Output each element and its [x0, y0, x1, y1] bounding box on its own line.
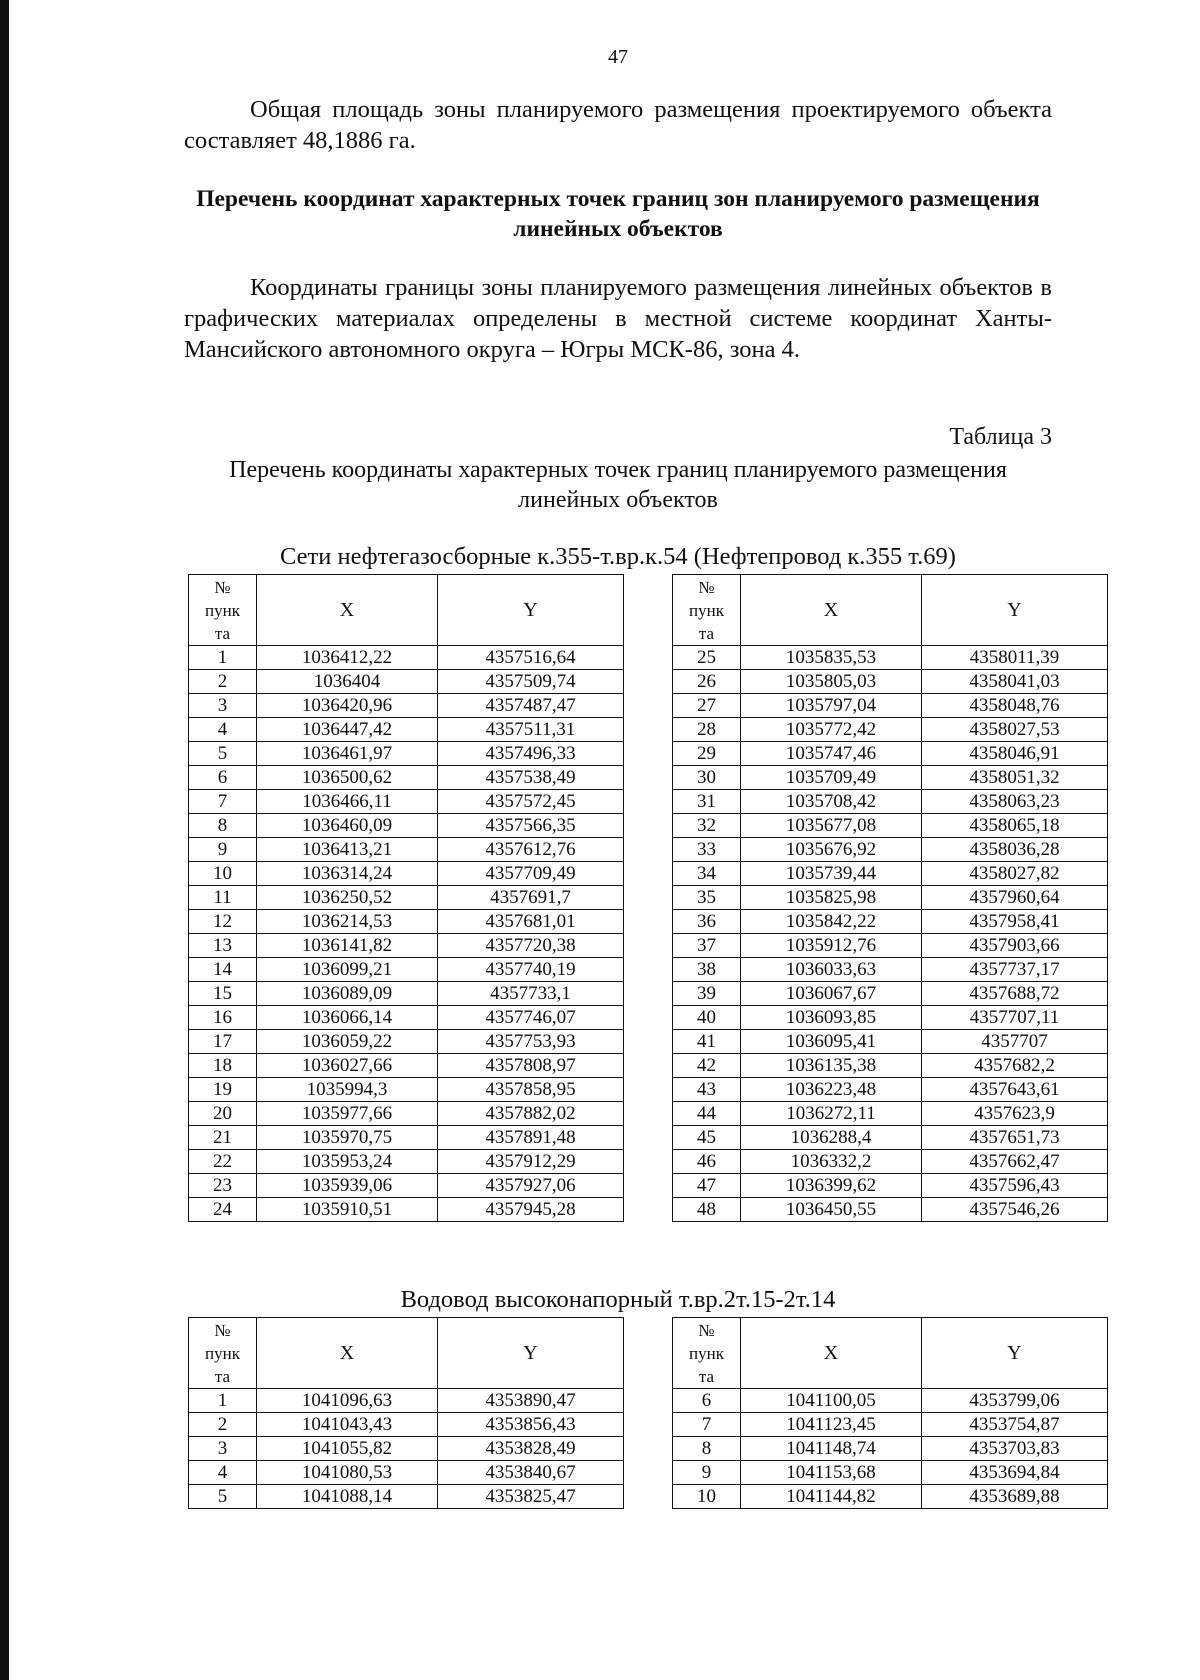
table-row — [673, 862, 1108, 886]
cell-point-number: 32 — [673, 814, 741, 838]
paragraph-area — [184, 94, 1052, 156]
cell-y: 4357720,38 — [438, 934, 624, 958]
table-row — [673, 982, 1108, 1006]
cell-x: 1035805,03 — [741, 670, 922, 694]
cell-y: 4353799,06 — [922, 1389, 1108, 1413]
cell-point-number: 1 — [189, 646, 257, 670]
cell-point-number: 45 — [673, 1126, 741, 1150]
cell-point-number: 18 — [189, 1054, 257, 1078]
table-row — [673, 910, 1108, 934]
table-row — [189, 742, 624, 766]
table-row — [189, 646, 624, 670]
paragraph-coordinate-system-text: Координаты границы зоны планируемого размещения линейных объектов в графических материалах определены в местной системе координат Ханты-Мансийского автономного округа – Югры МСК-86, зона 4. — [184, 274, 1052, 363]
cell-x: 1036314,24 — [257, 862, 438, 886]
cell-y: 4357612,76 — [438, 838, 624, 862]
table-row — [673, 1461, 1108, 1485]
cell-point-number: 4 — [189, 718, 257, 742]
cell-y: 4357682,2 — [922, 1054, 1108, 1078]
cell-x: 1036141,82 — [257, 934, 438, 958]
cell-point-number: 48 — [673, 1198, 741, 1222]
table-row — [189, 1437, 624, 1461]
table-row — [673, 814, 1108, 838]
cell-x: 1036067,67 — [741, 982, 922, 1006]
cell-y: 4358051,32 — [922, 766, 1108, 790]
cell-y: 4357516,64 — [438, 646, 624, 670]
header-y: Y — [438, 575, 624, 646]
table-row — [189, 1413, 624, 1437]
cell-x: 1035910,51 — [257, 1198, 438, 1222]
table-row — [673, 1198, 1108, 1222]
cell-point-number: 37 — [673, 934, 741, 958]
table-row — [673, 934, 1108, 958]
section-heading: Перечень координат характерных точек границ зон планируемого размещения линейных объектов — [196, 186, 1040, 242]
table-row — [673, 1006, 1108, 1030]
cell-x: 1035970,75 — [257, 1126, 438, 1150]
cell-point-number: 30 — [673, 766, 741, 790]
cell-point-number: 42 — [673, 1054, 741, 1078]
cell-point-number: 47 — [673, 1174, 741, 1198]
cell-x: 1035797,04 — [741, 694, 922, 718]
cell-y: 4358027,82 — [922, 862, 1108, 886]
cell-x: 1035677,08 — [741, 814, 922, 838]
table-row — [189, 982, 624, 1006]
table-row — [673, 646, 1108, 670]
cell-y: 4353890,47 — [438, 1389, 624, 1413]
cell-point-number: 31 — [673, 790, 741, 814]
cell-x: 1035772,42 — [741, 718, 922, 742]
cell-x: 1036450,55 — [741, 1198, 922, 1222]
table-row — [673, 1102, 1108, 1126]
cell-point-number: 44 — [673, 1102, 741, 1126]
cell-point-number: 38 — [673, 958, 741, 982]
cell-y: 4357509,74 — [438, 670, 624, 694]
cell-y: 4353828,49 — [438, 1437, 624, 1461]
table-row — [673, 718, 1108, 742]
table-row — [673, 790, 1108, 814]
cell-point-number: 8 — [189, 814, 257, 838]
table-header-row — [189, 575, 624, 646]
table-row — [189, 958, 624, 982]
table-row — [189, 838, 624, 862]
cell-y: 4358065,18 — [922, 814, 1108, 838]
cell-point-number: 10 — [673, 1485, 741, 1509]
table-row — [673, 1437, 1108, 1461]
cell-point-number: 5 — [189, 1485, 257, 1509]
cell-x: 1041123,45 — [741, 1413, 922, 1437]
header-point-number: № пунк та — [189, 1318, 257, 1389]
header-point-number: № пунк та — [673, 1318, 741, 1389]
table-row — [189, 790, 624, 814]
table-row — [673, 742, 1108, 766]
cell-x: 1035708,42 — [741, 790, 922, 814]
cell-point-number: 35 — [673, 886, 741, 910]
cell-x: 1035842,22 — [741, 910, 922, 934]
table-row — [189, 862, 624, 886]
cell-y: 4357912,29 — [438, 1150, 624, 1174]
cell-y: 4353856,43 — [438, 1413, 624, 1437]
cell-point-number: 25 — [673, 646, 741, 670]
cell-y: 4358011,39 — [922, 646, 1108, 670]
cell-x: 1036332,2 — [741, 1150, 922, 1174]
cell-point-number: 36 — [673, 910, 741, 934]
cell-point-number: 29 — [673, 742, 741, 766]
cell-y: 4357858,95 — [438, 1078, 624, 1102]
table-row — [189, 1054, 624, 1078]
table-row — [189, 766, 624, 790]
cell-y: 4357538,49 — [438, 766, 624, 790]
cell-y: 4357511,31 — [438, 718, 624, 742]
table-row — [673, 958, 1108, 982]
cell-point-number: 17 — [189, 1030, 257, 1054]
cell-x: 1036412,22 — [257, 646, 438, 670]
section-title-water-pipeline: Водовод высоконапорный т.вр.2т.15-2т.14 — [400, 1286, 836, 1313]
cell-point-number: 13 — [189, 934, 257, 958]
cell-y: 4357688,72 — [922, 982, 1108, 1006]
cell-y: 4357643,61 — [922, 1078, 1108, 1102]
cell-x: 1036066,14 — [257, 1006, 438, 1030]
table-row — [189, 1078, 624, 1102]
table-row — [673, 1054, 1108, 1078]
cell-y: 4357740,19 — [438, 958, 624, 982]
cell-x: 1036466,11 — [257, 790, 438, 814]
table-row — [189, 718, 624, 742]
cell-x: 1041080,53 — [257, 1461, 438, 1485]
table-row — [189, 934, 624, 958]
cell-x: 1035977,66 — [257, 1102, 438, 1126]
cell-x: 1041153,68 — [741, 1461, 922, 1485]
header-x: X — [257, 575, 438, 646]
table-row — [673, 1150, 1108, 1174]
cell-y: 4357572,45 — [438, 790, 624, 814]
table-row — [673, 1389, 1108, 1413]
header-x: X — [257, 1318, 438, 1389]
cell-y: 4357753,93 — [438, 1030, 624, 1054]
table-row — [189, 1150, 624, 1174]
cell-point-number: 34 — [673, 862, 741, 886]
coords-table-oil-right — [672, 574, 1108, 1222]
cell-x: 1035825,98 — [741, 886, 922, 910]
cell-point-number: 8 — [673, 1437, 741, 1461]
cell-point-number: 2 — [189, 1413, 257, 1437]
table-row — [189, 1198, 624, 1222]
cell-y: 4357960,64 — [922, 886, 1108, 910]
cell-x: 1036059,22 — [257, 1030, 438, 1054]
cell-x: 1036420,96 — [257, 694, 438, 718]
cell-y: 4357623,9 — [922, 1102, 1108, 1126]
cell-x: 1035939,06 — [257, 1174, 438, 1198]
cell-x: 1036461,97 — [257, 742, 438, 766]
cell-point-number: 39 — [673, 982, 741, 1006]
cell-point-number: 10 — [189, 862, 257, 886]
cell-x: 1041043,43 — [257, 1413, 438, 1437]
cell-point-number: 16 — [189, 1006, 257, 1030]
cell-point-number: 6 — [673, 1389, 741, 1413]
cell-point-number: 21 — [189, 1126, 257, 1150]
table-row — [189, 1174, 624, 1198]
cell-point-number: 24 — [189, 1198, 257, 1222]
cell-x: 1035739,44 — [741, 862, 922, 886]
cell-point-number: 12 — [189, 910, 257, 934]
cell-point-number: 28 — [673, 718, 741, 742]
cell-x: 1036099,21 — [257, 958, 438, 982]
cell-y: 4358063,23 — [922, 790, 1108, 814]
cell-x: 1036272,11 — [741, 1102, 922, 1126]
table-row — [189, 1030, 624, 1054]
cell-y: 4357566,35 — [438, 814, 624, 838]
cell-x: 1041096,63 — [257, 1389, 438, 1413]
cell-point-number: 9 — [673, 1461, 741, 1485]
table-row — [673, 1126, 1108, 1150]
table-row — [189, 886, 624, 910]
cell-point-number: 19 — [189, 1078, 257, 1102]
cell-y: 4357691,7 — [438, 886, 624, 910]
cell-y: 4353703,83 — [922, 1437, 1108, 1461]
cell-y: 4353840,67 — [438, 1461, 624, 1485]
cell-x: 1036095,41 — [741, 1030, 922, 1054]
cell-y: 4357681,01 — [438, 910, 624, 934]
table-row — [189, 670, 624, 694]
cell-point-number: 40 — [673, 1006, 741, 1030]
cell-x: 1036033,63 — [741, 958, 922, 982]
table-row — [673, 1485, 1108, 1509]
cell-x: 1036460,09 — [257, 814, 438, 838]
cell-point-number: 4 — [189, 1461, 257, 1485]
cell-x: 1041148,74 — [741, 1437, 922, 1461]
cell-x: 1035994,3 — [257, 1078, 438, 1102]
cell-x: 1036413,21 — [257, 838, 438, 862]
table-row — [189, 1461, 624, 1485]
cell-point-number: 6 — [189, 766, 257, 790]
paragraph-area-text: Общая площадь зоны планируемого размещения проектируемого объекта составляет 48,1886 га. — [184, 96, 1052, 154]
table-row — [673, 766, 1108, 790]
table-header-row — [189, 1318, 624, 1389]
cell-y: 4353825,47 — [438, 1485, 624, 1509]
cell-y: 4357546,26 — [922, 1198, 1108, 1222]
scan-edge-bar — [0, 0, 9, 1680]
cell-x: 1035953,24 — [257, 1150, 438, 1174]
cell-y: 4358041,03 — [922, 670, 1108, 694]
cell-y: 4357945,28 — [438, 1198, 624, 1222]
cell-x: 1035676,92 — [741, 838, 922, 862]
cell-y: 4357662,47 — [922, 1150, 1108, 1174]
page-number: 47 — [608, 46, 628, 68]
header-y: Y — [922, 575, 1108, 646]
cell-x: 1036399,62 — [741, 1174, 922, 1198]
cell-point-number: 26 — [673, 670, 741, 694]
header-point-number: № пунк та — [189, 575, 257, 646]
cell-x: 1036500,62 — [257, 766, 438, 790]
table-header-row — [673, 1318, 1108, 1389]
cell-x: 1036288,4 — [741, 1126, 922, 1150]
cell-point-number: 33 — [673, 838, 741, 862]
cell-y: 4358036,28 — [922, 838, 1108, 862]
cell-x: 1035709,49 — [741, 766, 922, 790]
cell-point-number: 22 — [189, 1150, 257, 1174]
cell-x: 1041088,14 — [257, 1485, 438, 1509]
cell-point-number: 20 — [189, 1102, 257, 1126]
cell-point-number: 23 — [189, 1174, 257, 1198]
cell-x: 1036404 — [257, 670, 438, 694]
cell-y: 4357891,48 — [438, 1126, 624, 1150]
cell-x: 1041055,82 — [257, 1437, 438, 1461]
table-row — [189, 694, 624, 718]
table-label: Таблица 3 — [949, 424, 1052, 450]
cell-y: 4357496,33 — [438, 742, 624, 766]
cell-y: 4357707 — [922, 1030, 1108, 1054]
cell-point-number: 43 — [673, 1078, 741, 1102]
cell-point-number: 9 — [189, 838, 257, 862]
cell-point-number: 15 — [189, 982, 257, 1006]
cell-y: 4357746,07 — [438, 1006, 624, 1030]
cell-point-number: 41 — [673, 1030, 741, 1054]
cell-point-number: 3 — [189, 1437, 257, 1461]
cell-x: 1036027,66 — [257, 1054, 438, 1078]
cell-y: 4357882,02 — [438, 1102, 624, 1126]
cell-y: 4357958,41 — [922, 910, 1108, 934]
table-row — [189, 1102, 624, 1126]
cell-x: 1036093,85 — [741, 1006, 922, 1030]
cell-point-number: 14 — [189, 958, 257, 982]
cell-y: 4357927,06 — [438, 1174, 624, 1198]
coords-table-water-right — [672, 1317, 1108, 1509]
cell-x: 1036214,53 — [257, 910, 438, 934]
header-x: X — [741, 575, 922, 646]
table-row — [673, 1413, 1108, 1437]
cell-point-number: 11 — [189, 886, 257, 910]
cell-y: 4353754,87 — [922, 1413, 1108, 1437]
cell-x: 1036089,09 — [257, 982, 438, 1006]
cell-y: 4357903,66 — [922, 934, 1108, 958]
table-row — [673, 886, 1108, 910]
table-row — [673, 1078, 1108, 1102]
table-row — [189, 910, 624, 934]
cell-y: 4358048,76 — [922, 694, 1108, 718]
cell-x: 1036135,38 — [741, 1054, 922, 1078]
cell-point-number: 1 — [189, 1389, 257, 1413]
header-y: Y — [438, 1318, 624, 1389]
table-row — [673, 1030, 1108, 1054]
cell-y: 4357487,47 — [438, 694, 624, 718]
table-header-row — [673, 575, 1108, 646]
cell-point-number: 46 — [673, 1150, 741, 1174]
table-row — [189, 1126, 624, 1150]
table-title: Перечень координаты характерных точек границ планируемого размещения линейных объектов — [229, 457, 1007, 513]
cell-x: 1035835,53 — [741, 646, 922, 670]
cell-y: 4353694,84 — [922, 1461, 1108, 1485]
cell-point-number: 7 — [189, 790, 257, 814]
cell-y: 4358046,91 — [922, 742, 1108, 766]
cell-x: 1035747,46 — [741, 742, 922, 766]
table-row — [189, 1485, 624, 1509]
cell-x: 1036223,48 — [741, 1078, 922, 1102]
cell-y: 4358027,53 — [922, 718, 1108, 742]
cell-x: 1041144,82 — [741, 1485, 922, 1509]
cell-y: 4357733,1 — [438, 982, 624, 1006]
table-row — [673, 694, 1108, 718]
header-x: X — [741, 1318, 922, 1389]
table-row — [189, 1389, 624, 1413]
paragraph-coordinate-system — [184, 272, 1052, 365]
section-title-oil-pipeline: Сети нефтегазосборные к.355-т.вр.к.54 (Нефтепровод к.355 т.69) — [280, 543, 956, 570]
header-y: Y — [922, 1318, 1108, 1389]
cell-point-number: 5 — [189, 742, 257, 766]
cell-y: 4357709,49 — [438, 862, 624, 886]
coords-table-water-left — [188, 1317, 624, 1509]
header-point-number: № пунк та — [673, 575, 741, 646]
cell-y: 4357707,11 — [922, 1006, 1108, 1030]
coords-table-oil-left — [188, 574, 624, 1222]
cell-y: 4357808,97 — [438, 1054, 624, 1078]
table-row — [673, 670, 1108, 694]
cell-y: 4353689,88 — [922, 1485, 1108, 1509]
cell-x: 1036447,42 — [257, 718, 438, 742]
table-row — [673, 838, 1108, 862]
cell-y: 4357737,17 — [922, 958, 1108, 982]
cell-x: 1036250,52 — [257, 886, 438, 910]
cell-point-number: 3 — [189, 694, 257, 718]
cell-x: 1035912,76 — [741, 934, 922, 958]
cell-point-number: 27 — [673, 694, 741, 718]
cell-x: 1041100,05 — [741, 1389, 922, 1413]
table-row — [189, 1006, 624, 1030]
table-row — [673, 1174, 1108, 1198]
cell-point-number: 7 — [673, 1413, 741, 1437]
cell-point-number: 2 — [189, 670, 257, 694]
cell-y: 4357596,43 — [922, 1174, 1108, 1198]
table-row — [189, 814, 624, 838]
cell-y: 4357651,73 — [922, 1126, 1108, 1150]
